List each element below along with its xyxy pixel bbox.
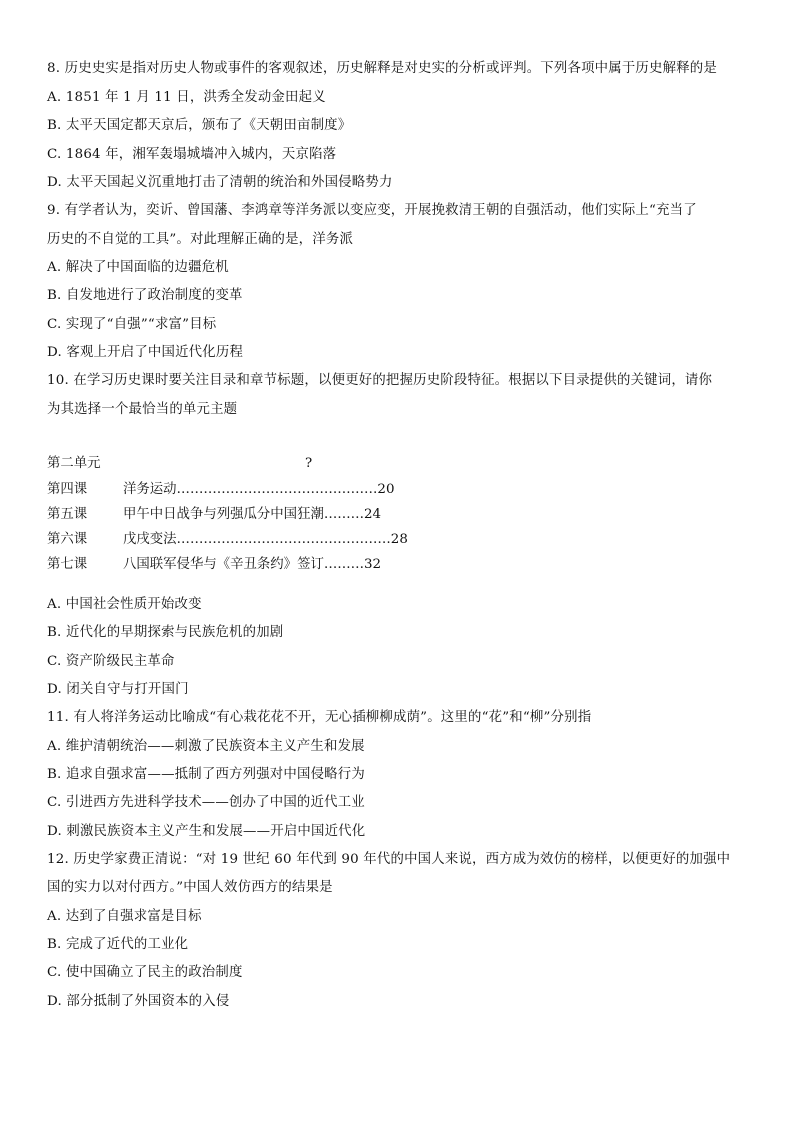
- question-11-option-b: B. 追求自强求富——抵制了西方列强对中国侵略行为: [47, 767, 365, 782]
- question-8-option-b: B. 太平天国定都天京后，颁布了《天朝田亩制度》: [47, 118, 352, 133]
- toc-lesson-label: 第四课: [47, 482, 88, 497]
- question-10-stem-line-1: 10. 在学习历史课时要关注目录和章节标题，以便更好的把握历史阶段特征。根据以下目录提供的关键词，请你: [47, 373, 713, 388]
- question-9-option-b: B. 自发地进行了政治制度的变革: [47, 288, 243, 303]
- question-12-option-d: D. 部分抵制了外国资本的入侵: [47, 994, 230, 1009]
- toc-lesson-label: 第七课: [47, 557, 88, 572]
- toc-lesson-title: 洋务运动………………………………………20: [123, 482, 395, 497]
- question-9-option-a: A. 解决了中国面临的边疆危机: [47, 260, 229, 275]
- question-12-stem-line-2: 国的实力以对付西方。”中国人效仿西方的结果是: [47, 880, 333, 895]
- question-12-option-c: C. 使中国确立了民主的政治制度: [47, 965, 243, 980]
- question-11-option-d: D. 刺激民族资本主义产生和发展——开启中国近代化: [47, 824, 366, 839]
- question-8-option-a: A. 1851 年 1 月 11 日，洪秀全发动金田起义: [47, 90, 326, 105]
- toc-unit-label: 第二单元: [47, 456, 101, 471]
- toc-unit-title-unknown: ?: [305, 456, 313, 471]
- question-9-option-d: D. 客观上开启了中国近代化历程: [47, 345, 244, 360]
- question-10-option-c: C. 资产阶级民主革命: [47, 654, 175, 669]
- question-11-option-a: A. 维护清朝统治——刺激了民族资本主义产生和发展: [47, 739, 365, 754]
- question-10-option-d: D. 闭关自守与打开国门: [47, 682, 189, 697]
- toc-lesson-label: 第五课: [47, 507, 88, 522]
- toc-lesson-title: 甲午中日战争与列强瓜分中国狂潮………24: [123, 507, 382, 522]
- question-9-stem-line-1: 9. 有学者认为，奕䜣、曾国藩、李鸿章等洋务派以变应变，开展挽救清王朝的自强活动，他们实际上“充当了: [47, 203, 697, 218]
- toc-lesson-title: 戊戌变法…………………………………………28: [123, 532, 408, 547]
- question-11-option-c: C. 引进西方先进科学技术——创办了中国的近代工业: [47, 795, 365, 810]
- question-10-option-b: B. 近代化的早期探索与民族危机的加剧: [47, 625, 284, 640]
- question-10-option-a: A. 中国社会性质开始改变: [47, 597, 202, 612]
- question-8-stem-line-1: 8. 历史史实是指对历史人物或事件的客观叙述，历史解释是对史实的分析或评判。下列各项中属于历史解释的是: [47, 61, 717, 76]
- question-8-option-c: C. 1864 年，湘军轰塌城墙冲入城内，天京陷落: [47, 147, 337, 162]
- question-12-stem-line-1: 12. 历史学家费正清说：“对 19 世纪 60 年代到 90 年代的中国人来说，西方成为效仿的榜样，以便更好的加强中: [47, 852, 731, 867]
- question-9-stem-line-2: 历史的不自觉的工具”。对此理解正确的是，洋务派: [47, 232, 354, 247]
- question-8-option-d: D. 太平天国起义沉重地打击了清朝的统治和外国侵略势力: [47, 175, 393, 190]
- question-9-option-c: C. 实现了“自强”“求富”目标: [47, 317, 217, 332]
- question-12-option-a: A. 达到了自强求富是目标: [47, 909, 202, 924]
- question-11-stem-line-1: 11. 有人将洋务运动比喻成“有心栽花花不开，无心插柳柳成荫”。这里的“花”和“柳”分别指: [47, 710, 592, 725]
- toc-lesson-label: 第六课: [47, 532, 88, 547]
- question-10-stem-line-2: 为其选择一个最恰当的单元主题: [47, 402, 238, 417]
- toc-lesson-title: 八国联军侵华与《辛丑条约》签订………32: [123, 557, 382, 572]
- question-12-option-b: B. 完成了近代的工业化: [47, 937, 189, 952]
